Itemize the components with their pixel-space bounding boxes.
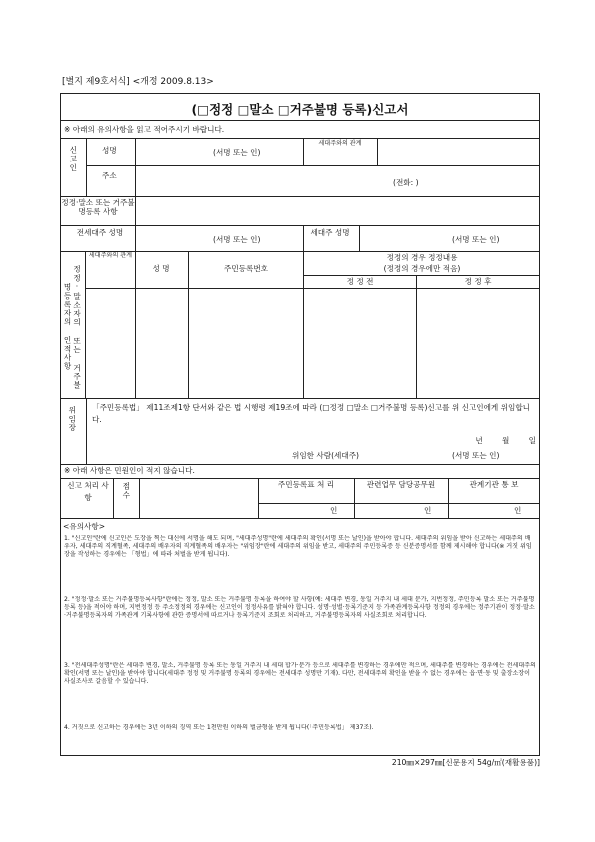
- note-item-1: 1. "신고인"란에 신고인은 도장을 찍는 대신에 서명을 해도 되며, "세대주성명"란에 세대주의 확인(서명 또는 날인)을 받아야 합니다. 세대주의 위임을 받아 신고하는 세대주의 배우자, 세대주의 직계혈족, 세대주의 배우자의 직계혈족의 배우자는 "위임장"란에 세대주의 위임을 받고, 세대주의 주민등록증 등 신분증명서를 함께 제시해야 합니다(※ 거짓 위임장을 작성하는 경우에는 「형법」에 따라 처벌을 받게 됩니다).: [64, 535, 532, 559]
- reporter-address-label: 주소: [102, 171, 117, 180]
- office-col-notify: 관계기관 통 보: [469, 480, 519, 489]
- reporter-sign-label: (서명 또는 인): [213, 148, 261, 157]
- office-side-label: 신고 처리 사항: [67, 481, 109, 503]
- reporter-phone-label: (전화: ): [393, 178, 419, 187]
- delegation-side-label: 위임장: [67, 406, 77, 432]
- subject-col-content-title: 정정의 경우 정정내용: [386, 253, 458, 262]
- prev-householder-sign: (서명 또는 인): [213, 235, 261, 244]
- subject-col-relation: 세대주와의 관계: [88, 252, 133, 259]
- reporter-name-label: 성명: [102, 146, 117, 155]
- reporter-side-label: 신고인: [68, 146, 78, 172]
- office-receipt-label: 접수: [121, 482, 131, 500]
- subject-col-before: 정 정 전: [346, 277, 374, 286]
- delegator-sign: (서명 또는 인): [452, 451, 500, 460]
- note-item-4: 4. 거짓으로 신고하는 경우에는 3년 이하의 징역 또는 1천만원 이하의 벌금형을 받게 됩니다(「주민등록법」 제37조).: [64, 724, 374, 731]
- subject-col-after: 정 정 후: [464, 277, 492, 286]
- form-reference: [별지 제9호서식] <개정 2009.8.13>: [62, 77, 214, 87]
- seal-3: 인: [514, 506, 522, 515]
- note-item-3: 3. "전세대주성명"란은 세대주 변경, 말소, 거주불명 등록 또는 동일 거주지 내 세대 합가·분가 등으로 세대주를 변경하는 경우에만 적으며, 세대주를 변경하는 경우에는 전세대주의 확인(서명 또는 날인)을 받아야 합니다(세대주 정정 및 거주불명 등록의 경우에는 전세대주 성명만 기재). 다만, 전세대주의 확인을 받을 수 없는 경우에는 읍·면·동 및 출장소장이 사실조사로 갈음할 수 있습니다.: [64, 662, 536, 686]
- note-item-2: 2. "정정·말소 또는 거주불명등록사항"란에는 정정, 말소 또는 거주불명 등록을 하여야 할 사항(예: 세대주 변경, 동일 거주지 내 세대 분가, 지번정정, 주민등록 말소 또는 거주불명 등록 등)을 적어야 하며, 지번정정 등 주소정정의 경우에는 신고인이 정정사유를 밝혀야 합니다. 성명·성별·등록기준지 등 가족관계등록사항 정정의 경우에는 정주기관이 정정·말소·거주불명등록자의 가족관계 기록사항에 관한 증명서에 따르거나 등록기준지 조회로 처리하고, 거주불명등록자의 사실조회로 처리합니다.: [64, 596, 535, 620]
- reporter-relation-field[interactable]: [378, 139, 538, 164]
- subject-col-content-sub: (정정의 경우에만 적음): [383, 264, 461, 273]
- notice-top: ※ 아래의 유의사항을 읽고 적어주시기 바랍니다.: [64, 125, 225, 134]
- seal-2: 인: [424, 506, 432, 515]
- subject-entry-area[interactable]: [86, 289, 538, 397]
- form-title: (□정정 □말소 □거주불명 등록)신고서: [191, 102, 409, 117]
- subject-side-label: 정정·말소자의 또는 거주불명등록자의 인적사항: [63, 264, 82, 390]
- office-col-receipt-record: 주민등록표 처 리: [277, 480, 335, 489]
- delegation-date: 년 월 일: [475, 436, 536, 445]
- delegator-label: 위임한 사람(세대주): [292, 451, 360, 460]
- prev-householder-label: 전세대주 성명: [76, 228, 124, 237]
- paper-spec: 210㎜×297㎜[신문용지 54g/㎡(재활용품)]: [391, 758, 540, 767]
- office-notice: ※ 아래 사항은 민원인이 적지 않습니다.: [64, 466, 195, 475]
- office-col-staff: 관련업무 담당공무원: [366, 480, 436, 489]
- subject-col-id: 주민등록번호: [223, 264, 268, 273]
- event-field[interactable]: [136, 197, 538, 224]
- reporter-address-field[interactable]: [136, 166, 538, 195]
- notes-title: <유의사항>: [63, 522, 106, 531]
- delegation-text: 「주민등록법」 제11조제1항 단서와 같은 법 시행령 제19조에 따라 (□정정 □말소 □거주불명 등록)신고를 위 신고인에게 위임합니다.: [92, 403, 531, 424]
- current-householder-label: 세대주 성명: [310, 228, 350, 237]
- seal-1: 인: [330, 506, 338, 515]
- event-label: 정정·말소 또는 거주불명등록 사항: [61, 198, 135, 217]
- reporter-relation-label: 세대주와의 관계: [318, 140, 362, 147]
- subject-col-name: 성 명: [152, 264, 170, 273]
- current-householder-sign: (서명 또는 인): [452, 235, 500, 244]
